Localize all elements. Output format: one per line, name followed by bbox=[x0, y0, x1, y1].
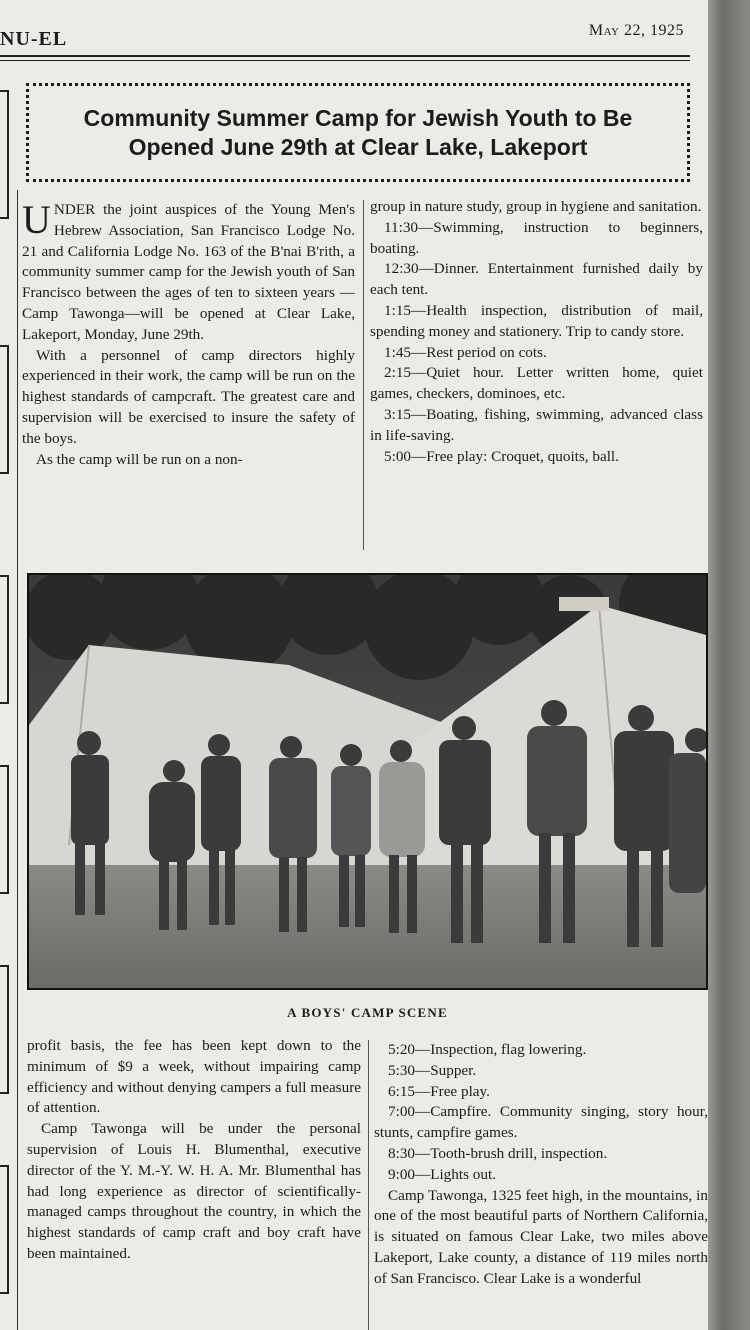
drop-cap: U bbox=[22, 197, 51, 242]
column-1-top bbox=[22, 197, 355, 470]
paragraph-location: Camp Tawonga, 1325 feet high, in the mountains, in one of the most beautiful parts of Northern California, is situated on famous Clear Lake, two miles above Lakeport, Lake county, a distance of 119 miles north of San Francisco. Clear Lake is a wonderful bbox=[374, 1186, 708, 1287]
page-gutter-shadow bbox=[708, 0, 750, 1330]
left-column-rule bbox=[17, 190, 18, 1330]
photo-caption: A BOYS' CAMP SCENE bbox=[287, 1005, 448, 1020]
paragraph-fee: profit basis, the fee has been kept down to the minimum of $9 a week, without impairing camp efficiency and without denying campers a full measure of attention. bbox=[27, 1037, 361, 1117]
schedule-line: 3:15—Boating, fishing, swimming, advanced class in life-saving. bbox=[370, 405, 703, 444]
schedule-line: 8:30—Tooth-brush drill, inspection. bbox=[388, 1144, 608, 1162]
paragraph-intro-text: NDER the joint auspices of the Young Men's Hebrew Association, San Francisco Lodge No. 21 and California Lodge No. 163 of the B'nai B'rith, a community summer camp for the Jewish youth of San Francisco between the ages of ten to sixteen years —Camp Tawonga—will be opened at Clear Lake, Lakeport, Monday, June 29th. bbox=[22, 201, 355, 343]
publication-title: NU-EL bbox=[0, 28, 68, 50]
column-1-bottom bbox=[27, 1036, 361, 1265]
paragraph-intro bbox=[22, 197, 355, 346]
schedule-line: 1:45—Rest period on cots. bbox=[384, 343, 547, 361]
paragraph-supervision: Camp Tawonga will be under the personal supervision of Louis H. Blumenthal, executive director of the Y. M.-Y. W. H. A. Mr. Blumenthal has had long experience as director of scientifically-managed camps throughout the country, in which the highest standards of camp craft and boy craft have been maintained. bbox=[27, 1120, 361, 1262]
schedule-line: 12:30—Dinner. Entertainment furnished daily by each tent. bbox=[370, 260, 703, 299]
schedule-line: 7:00—Campfire. Community singing, story hour, stunts, campfire games. bbox=[374, 1103, 708, 1142]
issue-date: May 22, 1925 bbox=[588, 22, 684, 39]
schedule-line: 11:30—Swimming, instruction to beginners, boating. bbox=[370, 218, 703, 257]
column-2-top bbox=[370, 197, 703, 467]
schedule-line: 1:15—Health inspection, distribution of mail, spending money and stationery. Trip to candy store. bbox=[370, 301, 703, 340]
schedule-line: 9:00—Lights out. bbox=[388, 1165, 497, 1183]
page-binding bbox=[0, 75, 12, 1330]
paragraph-personnel: With a personnel of camp directors highly experienced in their work, the camp will be run on the highest standards of campcraft. The greatest care and supervision will be exercised to insure the safety of the boys. bbox=[22, 346, 355, 447]
column-divider-top bbox=[363, 200, 364, 550]
schedule-line: 5:00—Free play: Croquet, quoits, ball. bbox=[384, 447, 619, 465]
schedule-line: 5:20—Inspection, flag lowering. bbox=[388, 1041, 587, 1058]
paragraph-basis-start: As the camp will be run on a non- bbox=[36, 450, 243, 468]
schedule-line: 2:15—Quiet hour. Letter written home, quiet games, checkers, dominoes, etc. bbox=[370, 364, 703, 403]
headline-box bbox=[26, 83, 690, 182]
header-rule bbox=[0, 55, 690, 61]
column-2-bottom bbox=[374, 1040, 708, 1290]
schedule-line: 5:30—Supper. bbox=[388, 1061, 477, 1079]
schedule-line: 6:15—Free play. bbox=[388, 1082, 490, 1100]
camp-photo bbox=[27, 573, 708, 990]
schedule-line: group in nature study, group in hygiene and sanitation. bbox=[370, 198, 702, 215]
column-divider-bottom bbox=[368, 1040, 369, 1330]
article-headline: Community Summer Camp for Jewish Youth to Be Opened June 29th at Clear Lake, Lakeport bbox=[83, 104, 633, 160]
